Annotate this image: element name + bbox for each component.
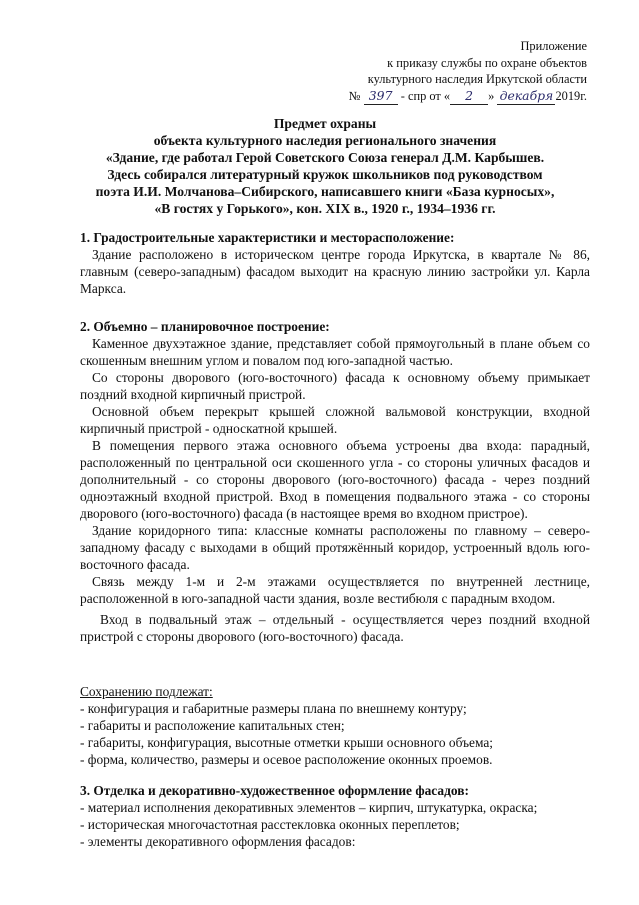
paragraph: Здание расположено в историческом центре города Иркутска, в квартале № 86, главным (северо-западным) фасадом выходит на красную линию застройки ул. Карла Маркса.	[80, 247, 590, 296]
handwritten-order-number: 397	[364, 88, 398, 106]
paragraph: Здание коридорного типа: классные комнаты расположены по главному – северо-западному фасаду с выходами в общий протяжённый коридор, устроенный вдоль юго-восточного фасада.	[80, 523, 590, 572]
section-preserve	[80, 683, 590, 768]
list-item: - форма, количество, размеры и осевое расположение оконных проемов.	[80, 752, 493, 767]
number-prefix: №	[348, 88, 361, 103]
paragraph: Основной объем перекрыт крышей сложной вальмовой конструкции, входной кирпичный пристрой - односкатной крышей.	[80, 404, 590, 436]
section-location	[80, 229, 590, 297]
preserve-heading: Сохранению подлежат:	[80, 684, 213, 699]
paragraph: Вход в подвальный этаж – отдельный - осуществляется через поздний входной пристрой с стороны дворового (юго-восточного) фасада.	[80, 612, 590, 644]
title-line: Здесь собирался литературный кружок школьников под руководством	[107, 167, 543, 182]
title-line: «В гостях у Горького», кон. XIX в., 1920 г., 1934–1936 гг.	[154, 201, 496, 216]
title-line: поэта И.И. Молчанова–Сибирского, написавшего книги «База курносых»,	[95, 184, 555, 199]
section-decoration	[80, 782, 590, 850]
year: 2019г.	[555, 88, 587, 103]
paragraph: Каменное двухэтажное здание, представляет собой прямоугольный в плане объем со скошенным внешним углом и повалом под юго-западной частью.	[80, 336, 590, 368]
handwritten-day: 2	[450, 88, 488, 106]
list-item: - материал исполнения декоративных элементов – кирпич, штукатурка, окраска;	[80, 800, 538, 815]
list-item: - элементы декоративного оформления фасадов:	[80, 834, 356, 849]
list-item: - конфигурация и габаритные размеры плана по внешнему контуру;	[80, 701, 467, 716]
section-heading: 1. Градостроительные характеристики и месторасположение:	[80, 230, 455, 245]
paragraph: В помещения первого этажа основного объема устроены два входа: парадный, расположенный по центральной оси скошенного угла - со стороны уличных фасадов и дополнительный - со стороны дворового (юго-восточного) фасада - через поздний одноэтажный входной пристрой. Вход в помещения подвального этажа - со стороны дворового (юго-восточного) фасада (в настоящее время во входном пристрое).	[80, 438, 590, 521]
title-line: «Здание, где работал Герой Советского Союза генерал Д.М. Карбышев.	[105, 150, 545, 165]
day-close: »	[488, 88, 495, 103]
paragraph: Со стороны дворового (юго-восточного) фасада к основному объему примыкает поздний входной кирпичный пристрой.	[80, 370, 590, 402]
section-heading: 2. Объемно – планировочное построение:	[80, 319, 330, 334]
section-planning	[80, 318, 590, 645]
order-number-line	[349, 88, 587, 106]
list-item: - историческая многочастотная расстекловка оконных переплетов;	[80, 817, 460, 832]
appendix-line: Приложение	[520, 39, 587, 53]
title-line: Предмет охраны	[273, 116, 377, 131]
title-line: объекта культурного наследия регионального значения	[153, 133, 497, 148]
number-mid: - спр от «	[400, 88, 451, 103]
appendix-line: культурного наследия Иркутской области	[367, 72, 587, 86]
handwritten-month: декабря	[497, 88, 555, 106]
paragraph: Связь между 1-м и 2-м этажами осуществляется по внутренней лестнице, расположенной в юго-западной части здания, возле вестибюля с парадным входом.	[80, 574, 590, 606]
document-title	[60, 115, 590, 217]
appendix-block	[349, 38, 587, 105]
list-item: - габариты и расположение капитальных стен;	[80, 718, 345, 733]
list-item: - габариты, конфигурация, высотные отметки крыши основного объема;	[80, 735, 494, 750]
appendix-line: к приказу службы по охране объектов	[387, 55, 587, 70]
section-heading: 3. Отделка и декоративно-художественное оформление фасадов:	[80, 783, 469, 798]
